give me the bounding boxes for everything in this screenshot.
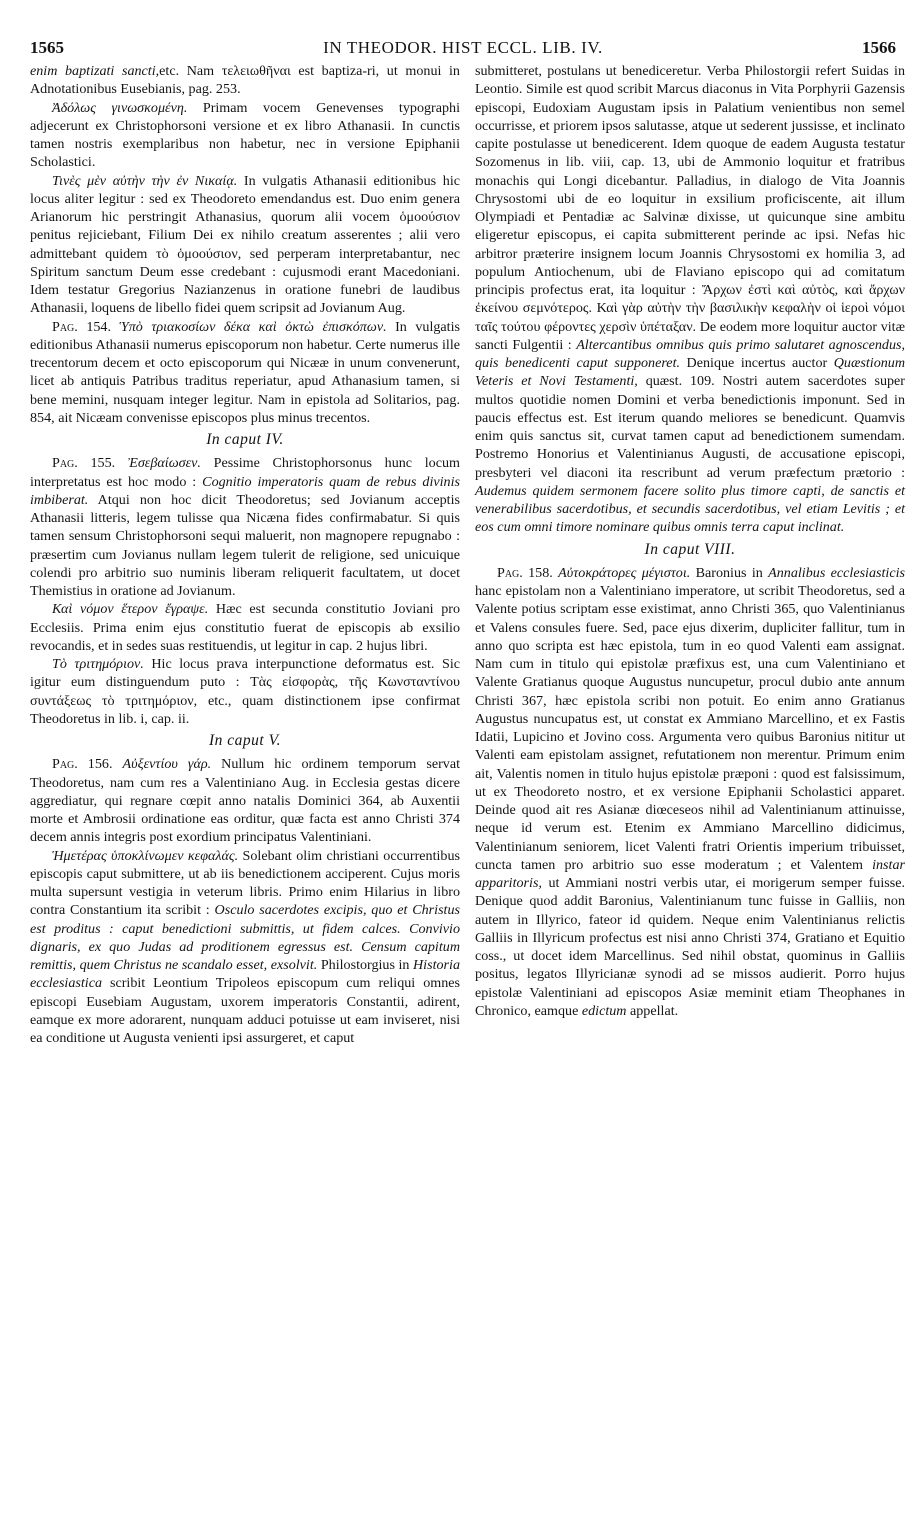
paragraph-text: appellat. bbox=[626, 1002, 679, 1019]
paragraph-text: ,etc. Nam τελειωθῆναι est baptiza-ri, ut monui in Adnotationibus Eusebianis, pag. 253. bbox=[30, 63, 460, 98]
page-number-left: 1565 bbox=[30, 38, 64, 57]
paragraph bbox=[30, 172, 460, 318]
greek-lemma: Ὑπὸ τριακοσίων δέκα καὶ ὀκτὼ ἐπισκόπων. bbox=[110, 318, 387, 335]
italic-quote: Osculo sacerdotes excipis, quo et Christus est proditus : caput benedictioni submittis, ut fidem calces. Convivio dignaris, ex quo Judas ad proditionem egressus est. Censum capitum remittis, quem Christus ne scandalo esset, exsolvit. bbox=[30, 902, 460, 973]
paragraph-text: hanc epistolam non a Valentiniano imperatore, ut scribit Theodoretus, sed a Valente potius scriptam esse existimat, anno Christi 365, quo Valentinianus et Valens consules fuere. Sed, pace ejus dixerim, dupliciter fallitur, tum in anno quo scripta est hæc epistola, tum in eo quod Valenti eam assignat. Nam cum in titulo qui epistolæ præfixus est, una cum Valentiniano et Valente Gratianus quoque Augustus nuncupetur, procul dubio ante annum Christi 367, hæc epistola scribi non potuit. Eo enim anno Gratianus Augustus nuncupatus est, ut constat ex Ammiano Marcellino, et ex Fastis Idatii, Lupicino et Jovino coss. Argumenta vero quibus Baronius nititur ut Valenti eam epistolam assignet, refutationem non merentur. Primum enim ait, Valentis nomen in titulo hujus epistolæ præponi : quod est falsissimum, ut ex Theodoreto nostro, et ex versione Epiphanii Scholastici apparet. Deinde quod ait res Asianæ diœceseos nihil ad Valentinianum attinuisse, neque id verum est. Etenim ex Ammiano Marcellino didicimus, Valentinianum seniorem, licet Valenti fratri Orientis imperium tribuisset, cuncta tamen pro arbitrio suo esse moderatum ; et Valentem bbox=[475, 583, 905, 873]
section-heading: In caput V. bbox=[209, 732, 281, 749]
page-ref: Pag. 158. bbox=[497, 564, 553, 581]
running-head bbox=[30, 36, 896, 60]
italic-title: Historia ecclesiastica bbox=[30, 957, 460, 992]
page-ref: Pag. 154. bbox=[52, 318, 111, 335]
paragraph bbox=[30, 755, 460, 846]
left-column bbox=[30, 62, 460, 1047]
paragraph-text: Primam vocem Genevenses typographi adjecerunt ex Christophorsoni versione et ex libro Athanasii. In cunctis tamen nostris exemplaribus non habetur, nec in versione Epiphanii Scholastici. bbox=[30, 99, 460, 171]
paragraph bbox=[475, 62, 905, 537]
section-heading: In caput VIII. bbox=[644, 540, 736, 558]
right-column bbox=[475, 62, 905, 1020]
paragraph-text: Hic locus prava interpunctione deformatus est. Sic igitur eum distinguendum puto : Τὰς εἰσφορὰς, τῆς Κωνσταντίνου συντάξεως τὸ τριτημόριον, etc., quam distinctionem ipse confirmat Theodoretus in lib. i, cap. ii. bbox=[30, 656, 460, 727]
paragraph-text: quæst. 109. Nostri autem sacerdotes super multos quotidie nomen Domini et verba benedictionis imponunt. Sed in paucis effectus est. Est iterum quando meliores se benedicunt. Quamvis enim quis sanctus sit, curvat tamen caput ad benedictionem sumendam. Postremo Honorius et Valentinianus Augusti, de accusatione episcopi, presbyteri vel diaconi ita rescribunt ad verum præfectum prætorio : bbox=[475, 373, 905, 481]
page-ref: Pag. 155. bbox=[52, 455, 116, 472]
paragraph-text: submitteret, postulans ut benediceretur. Verba Philostorgii refert Suidas in Leontio. Simile est quod scribit Marcus diaconus in Vita Porphyrii Gazensis episcopi, Eudoxiam Augustam ipsis in Palatium venientibus non semel occurrisse, et priorem ipsos salutasse, atque ut sederent jussisse, et inclinato capite postulasse ut benedicerent. Idem quoque de eadem Augusta testatur Sozomenus in lib. viii, cap. 13, ubi de Ammonio loquitur et fratribus monachis qui Longi dicebantur. Palladius, in dialogo de Vita Joannis Chrysostomi ubi de eo loquitur in exsilium proficiscente, ait illum Olympiadi et Pentadiæ ac Salvinæ dixisse, ut quicunque sine ambitu eligeretur episcopus, ei capita submitterent perinde ac ipsi. Nefas hic arbitror præterire insignem locum Joannis Chrysostomi ex homilia 3, ad populum Antiochenum, ubi de Flaviano episcopo qui ad comitatum principis profectus erat, ita loquitur : Ἄρχων ἐστὶ καὶ αὐτὸς, καὶ ἄρχων ἐκείνου σεμνότερος. Καὶ γὰρ αὐτὴν τὴν βασιλικὴν κεφαλὴν οἱ ἱεροὶ νόμοι ταῖς τούτου φέροντες χερσὶν ὑπέταξαν. De eodem more loquitur auctor vitæ sancti Fulgentii : bbox=[475, 63, 905, 353]
greek-lemma: Ἡμετέρας ὑποκλίνωμεν κεφαλάς. bbox=[52, 847, 239, 864]
paragraph-text: Atqui non hoc dicit Theodoretus; sed Jovianum acceptis Athanasii litteris, legem tulisse qua Nicæna fides confirmabatur. Si quis tamen sensum Christophorsoni sequi maluerit, non magnopere repugnabo : præsertim cum Jovianus nullam legem tulerit de religione, sed unicuique colendi pro arbitrio suo numinis liberam reliquerit facultatem, ut docet Themistius in oratione ad Jovianum. bbox=[30, 491, 460, 599]
greek-lemma: Αὐτοκράτορες μέγιστοι. bbox=[552, 564, 691, 581]
paragraph-text: Denique incertus auctor bbox=[680, 355, 834, 371]
paragraph-text: Nullum hic ordinem temporum servat Theodoretus, nam cum res a Valentiniano Aug. in Ecclesia gestas dicere aggrediatur, qui regnare cœpit anno natalis Dominici 364, ab Auxentii morte et Ambrosii ordinatione eas orditur, quæ facta est anno Christi 374 decem annis integris post exordium principatus Valentiniani. bbox=[30, 756, 461, 846]
italic-phrase: edictum bbox=[581, 1002, 627, 1019]
section-heading: In caput IV. bbox=[206, 431, 284, 448]
paragraph bbox=[475, 564, 905, 1020]
italic-text: enim baptizati sancti bbox=[30, 63, 156, 79]
paragraph bbox=[30, 655, 460, 728]
italic-quote: Cognitio imperatoris quam de rebus divinis imbiberat. bbox=[30, 473, 460, 508]
paragraph-text: Baronius in bbox=[690, 564, 769, 581]
paragraph bbox=[30, 99, 460, 172]
paragraph-text: In vulgatis Athanasii editionibus hic locus aliter legitur : sed ex Theodoreto emendandus est. Duo enim genera Arianorum hic perstringit Athanasius, quorum alii vocem ὁμοούσιον penitus rejiciebant, Filium Dei ex nihilo creatum asserentes ; alii vero admittebant quidem τὸ ὁμοούσιον, sed perperam interpretabantur, nec Spiritum sanctum Deum esse credebant : cujusmodi erant Macedoniani. Idem testatur Gregorius Nazianzenus in oratione funebri de laudibus Athanasii, loquens de libello fidei quem scripsit ad Jovianum Aug. bbox=[30, 172, 460, 317]
paragraph-text: Solebant olim christiani occurrentibus episcopis caput submittere, ut ab iis benedictionem acciperent. Cujus moris multa supersunt vestigia in veterum libris. Primo enim Hilarius in libro contra Constantium ita scribit : bbox=[30, 847, 460, 919]
italic-quote: Altercantibus omnibus quis primo salutaret agnoscendus, quis benedicenti caput supponeret. bbox=[475, 336, 905, 371]
page-ref: Pag. 156. bbox=[52, 756, 113, 773]
greek-lemma: Τὸ τριτημόριον. bbox=[52, 656, 144, 672]
paragraph-text: Philostorgius in bbox=[317, 957, 413, 973]
paragraph-text: ut Ammiani nostri verbis utar, ei morigerum semper fuisse. Denique quod addit Baronius, Valentinianum tunc fuisse in Galliis, non autem in Illyrico, fateor id quidem. Neque enim Valentinianus relictis Galliis in Illyricum profectus est nisi anno Christi 374, Gratiano et Equitio coss., ut docet idem Marcellinus. Sed nihil obstat, quominus in Galliis positus, legatos Illyricianæ synodi ad se missos audierit. Porro hujus epistolæ Valentiniani ad episcopos Asiæ meminit etiam Theophanes in Chronico, eamque bbox=[475, 875, 905, 1019]
italic-title: Quæstionum Veteris et Novi Testamenti, bbox=[475, 355, 906, 390]
greek-lemma: Ἀδόλως γινωσκομένη. bbox=[52, 99, 188, 116]
paragraph-text: Pessime Christophorsonus hunc locum interpretatus est hoc modo : bbox=[30, 455, 460, 490]
paragraph bbox=[30, 318, 460, 428]
italic-phrase: instar apparitoris, bbox=[475, 856, 905, 891]
paragraph-text: Hæc est secunda constitutio Joviani pro Ecclesiis. Prima enim ejus constitutio fuerat de episcopis ab exsilio revocandis, et in sedes suas restituendis, ut legitur in cap. 2 hujus libri. bbox=[30, 601, 460, 654]
greek-lemma: Τινὲς μὲν αὐτὴν τὴν ἐν Νικαίᾳ. bbox=[52, 172, 238, 189]
italic-quote: Audemus quidem sermonem facere solito plus timore capti, de sanctis et venerabilibus sacerdotibus, et secundis sacerdotibus, vel etiam Levitis ; et eos cum omni timore nominare quibus omnis terra caput inclinat. bbox=[475, 482, 905, 536]
paragraph bbox=[30, 847, 460, 1048]
greek-lemma: Αὐξεντίου γάρ. bbox=[112, 756, 212, 773]
italic-title: Annalibus ecclesiasticis bbox=[768, 564, 905, 581]
paragraph-text: scribit Leontium Tripoleos episcopum cum reliqui omnes episcopi Eusebiam Augustam, uxorem imperatoris Constantii, adirent, eamque ex more adorarent, nunquam adduci potuisse ut eam inviseret, nisi ea conditione ut Augusta venienti ipsi assurgeret, et caput bbox=[30, 975, 460, 1046]
paragraph bbox=[30, 600, 460, 655]
paragraph bbox=[30, 454, 460, 600]
greek-lemma: Ἐσεβαίωσεν. bbox=[115, 455, 201, 472]
page-number-right: 1566 bbox=[862, 38, 896, 57]
greek-lemma: Καὶ νόμον ἕτερον ἔγραψε. bbox=[52, 601, 209, 618]
paragraph bbox=[30, 62, 460, 99]
paragraph-text: In vulgatis editionibus Athanasii numerus episcoporum non habetur. Certe numerus ille trecentorum decem et octo episcoporum qui Nicææ in unum convenerunt, licet ab antiquis Patribus traditus reperiatur, apud Athanasium tamen, si bene memini, nusquam integer legitur. Nam in epistola ad Solitarios, pag. 854, ait Nicæam convenisse episcopos plus minus trecentos. bbox=[30, 318, 460, 426]
running-title: IN THEODOR. HIST ECCL. LIB. IV. bbox=[323, 38, 603, 57]
